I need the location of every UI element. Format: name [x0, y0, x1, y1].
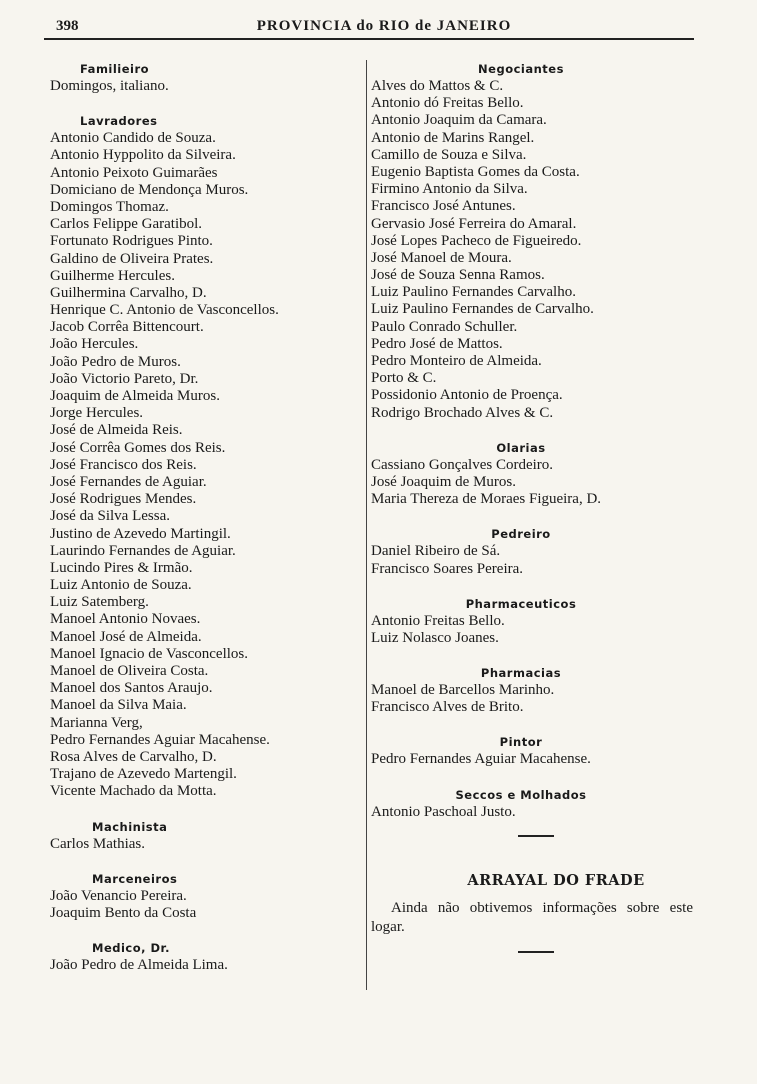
list-entry: João Victorio Pareto, Dr.	[50, 370, 199, 387]
list-entry: José da Silva Lessa.	[50, 508, 170, 525]
list-entry: Francisco Soares Pereira.	[371, 560, 524, 577]
list-entry: Possidonio Antonio de Proença.	[371, 387, 563, 404]
list-entry: Antonio dó Freitas Bello.	[371, 95, 524, 112]
list-entry: Antonio Candido de Souza.	[50, 130, 216, 147]
list-entry: Antonio de Marins Rangel.	[371, 129, 535, 146]
list-entry: Manoel Ignacio de Vasconcellos.	[50, 645, 248, 662]
arrayal-heading: ARRAYAL DO FRADE	[467, 871, 645, 889]
list-entry: Rosa Alves de Carvalho, D.	[50, 748, 217, 765]
list-entry: Guilherme Hercules.	[50, 267, 175, 284]
section-heading: Pharmacias	[480, 666, 562, 681]
section-gap	[371, 837, 701, 871]
list-entry: Carlos Felippe Garatibol.	[50, 216, 203, 233]
section-gap	[50, 801, 360, 818]
section-gap	[371, 769, 701, 786]
section-gap	[371, 647, 701, 664]
list-entry: Luiz Satemberg.	[50, 594, 149, 611]
list-entry: Francisco Alves de Brito.	[371, 699, 524, 716]
section	[50, 939, 360, 974]
list-entry: Justino de Azevedo Martingil.	[50, 525, 231, 542]
list-entry: Lucindo Pires & Irmão.	[50, 559, 193, 576]
list-entry: Antonio Joaquim da Camara.	[371, 112, 547, 129]
list-entry: Jacob Corrêa Bittencourt.	[50, 319, 204, 336]
section-gap	[50, 853, 360, 870]
list-entry: Domiciano de Mendonça Muros.	[50, 181, 249, 198]
list-entry: Galdino de Oliveira Prates.	[50, 250, 214, 267]
list-entry: Henrique C. Antonio de Vasconcellos.	[50, 302, 279, 319]
list-entry: Joaquim de Almeida Muros.	[50, 388, 220, 404]
section	[50, 870, 360, 922]
list-entry: Antonio Paschoal Justo.	[371, 803, 516, 820]
section-heading: Medico, Dr.	[92, 941, 170, 956]
section	[371, 595, 701, 647]
list-entry: Francisco José Antunes.	[371, 198, 516, 215]
section-rule	[518, 951, 554, 953]
section-gap	[50, 95, 360, 112]
running-title: PROVINCIA do RIO de JANEIRO	[256, 18, 512, 34]
list-entry: Maria Thereza de Moraes Figueira, D.	[371, 491, 602, 508]
list-entry: Daniel Ribeiro de Sá.	[371, 543, 501, 560]
list-entry: Rodrigo Brochado Alves & C.	[371, 404, 554, 421]
list-entry: José de Souza Senna Ramos.	[371, 267, 545, 284]
section-heading: Marceneiros	[92, 871, 178, 886]
list-entry: Paulo Conrado Schuller.	[371, 318, 518, 335]
section-gap	[50, 922, 360, 939]
list-entry: Trajano de Azevedo Martengil.	[50, 766, 237, 783]
list-entry: João Venancio Pereira.	[50, 887, 187, 904]
section-gap	[371, 508, 701, 525]
section-heading: Negociantes	[478, 62, 564, 76]
section-heading: Familieiro	[80, 62, 150, 76]
list-entry: José Corrêa Gomes dos Reis.	[50, 439, 226, 456]
list-entry: Manoel José de Almeida.	[50, 628, 202, 645]
list-entry: Porto & C.	[371, 370, 437, 387]
section	[50, 60, 360, 95]
list-entry: Laurindo Fernandes de Aguiar.	[50, 542, 236, 559]
list-entry: Pedro Monteiro de Almeida.	[371, 353, 542, 369]
list-entry: Antonio Hyppolito da Silveira.	[50, 147, 236, 164]
section-heading: Pintor	[499, 735, 543, 750]
section	[371, 786, 701, 821]
section-heading: Machinista	[92, 819, 168, 834]
list-entry: Luiz Paulino Fernandes Carvalho.	[371, 284, 576, 301]
list-entry: José Rodrigues Mendes.	[50, 491, 197, 508]
list-entry: Guilhermina Carvalho, D.	[50, 284, 207, 301]
list-entry: José Manoel de Moura.	[371, 249, 512, 266]
list-entry: Marianna Verg,	[50, 714, 143, 731]
list-entry: Antonio Freitas Bello.	[371, 612, 505, 629]
section	[371, 60, 701, 422]
section-gap	[371, 422, 701, 439]
list-entry: Manoel Antonio Novaes.	[50, 611, 201, 628]
list-entry: Pedro Fernandes Aguiar Macahense.	[50, 731, 270, 748]
list-entry: José Francisco dos Reis.	[50, 456, 197, 473]
section	[371, 733, 701, 768]
section-heading: Olarias	[496, 440, 546, 455]
list-entry: José Fernandes de Aguiar.	[50, 473, 207, 490]
list-entry: Alves do Mattos & C.	[371, 78, 504, 94]
left-column	[50, 60, 360, 974]
section	[371, 525, 701, 577]
list-entry: Luiz Nolasco Joanes.	[371, 629, 499, 646]
list-entry: José de Almeida Reis.	[50, 422, 183, 439]
section-heading: Pedreiro	[491, 527, 551, 542]
list-entry: José Joaquim de Muros.	[371, 473, 516, 490]
header-rule	[44, 38, 694, 40]
section	[371, 439, 701, 509]
list-entry: João Pedro de Muros.	[50, 353, 181, 370]
list-entry: Eugenio Baptista Gomes da Costa.	[371, 163, 580, 180]
right-column	[371, 60, 701, 953]
list-entry: João Pedro de Almeida Lima.	[50, 957, 228, 974]
list-entry: João Hercules.	[50, 336, 139, 353]
section	[50, 818, 360, 853]
list-entry: Carlos Mathias.	[50, 835, 145, 852]
list-entry: Pedro José de Mattos.	[371, 335, 503, 352]
section-heading: Seccos e Molhados	[455, 787, 587, 802]
list-entry: Camillo de Souza e Silva.	[371, 146, 527, 163]
section-heading: Lavradores	[80, 114, 158, 129]
section-gap	[371, 578, 701, 595]
list-entry: Luiz Paulino Fernandes de Carvalho.	[371, 301, 594, 318]
list-entry: Manoel dos Santos Araujo.	[50, 680, 213, 697]
section	[371, 664, 701, 716]
section-gap	[371, 716, 701, 733]
list-entry: Luiz Antonio de Souza.	[50, 577, 192, 594]
arrayal-text: Ainda não obtivemos informações sobre este logar.	[371, 899, 693, 935]
list-entry: Jorge Hercules.	[50, 405, 144, 422]
page-number: 398	[56, 18, 79, 34]
list-entry: Vicente Machado da Motta.	[50, 783, 217, 800]
list-entry: Antonio Peixoto Guimarães	[50, 164, 218, 181]
list-entry: Gervasio José Ferreira do Amaral.	[371, 215, 577, 232]
list-entry: Firmino Antonio da Silva.	[371, 181, 528, 198]
page-header	[44, 14, 694, 40]
list-entry: Domingos Thomaz.	[50, 198, 169, 215]
section	[50, 112, 360, 800]
list-entry: José Lopes Pacheco de Figueiredo.	[371, 232, 582, 249]
list-entry: Pedro Fernandes Aguiar Macahense.	[371, 751, 591, 768]
list-entry: Manoel de Barcellos Marinho.	[371, 682, 555, 699]
list-entry: Cassiano Gonçalves Cordeiro.	[371, 456, 554, 473]
list-entry: Fortunato Rodrigues Pinto.	[50, 233, 213, 250]
section-gap	[371, 891, 701, 899]
list-entry: Domingos, italiano.	[50, 78, 169, 94]
list-entry: Joaquim Bento da Costa	[50, 904, 197, 921]
list-entry: Manoel da Silva Maia.	[50, 697, 187, 714]
section-heading: Pharmaceuticos	[465, 596, 577, 611]
list-entry: Manoel de Oliveira Costa.	[50, 663, 209, 679]
